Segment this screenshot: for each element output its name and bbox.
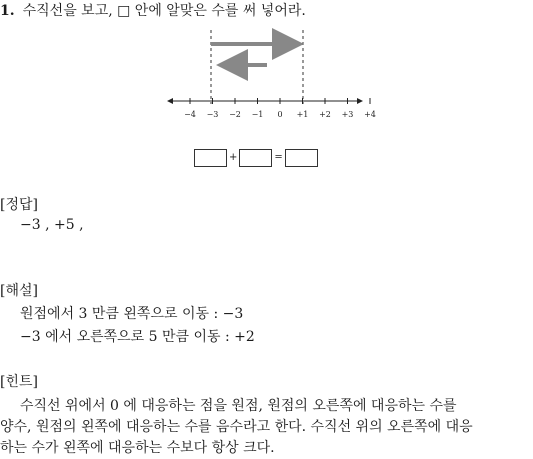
tick-label: 0 [277, 110, 283, 119]
answer-box-2[interactable] [239, 149, 272, 167]
tick-label: +3 [341, 110, 354, 119]
number-line-figure [0, 0, 533, 170]
hint-line-3: 하는 수가 왼쪽에 대응하는 수보다 항상 크다. [0, 440, 275, 456]
answer-text: −3 , +5 , [20, 217, 84, 233]
tick-label: −2 [229, 110, 241, 119]
hint-line-1: 수직선 위에서 0 에 대응하는 점을 원점, 원점의 오른쪽에 대응하는 수를 [20, 398, 457, 414]
answer-header: [정답] [0, 197, 38, 213]
explanation-line-2: −3 에서 오른쪽으로 5 만큼 이동 : +2 [20, 329, 255, 345]
question-number: 1. [0, 3, 15, 19]
hint-body [0, 396, 533, 459]
hint-header: [힌트] [0, 374, 38, 390]
tick-label: +4 [364, 110, 376, 119]
answer-box-1[interactable] [194, 149, 227, 167]
equals-sign: = [274, 152, 283, 163]
plus-sign: + [229, 152, 238, 163]
equation [194, 147, 318, 167]
tick-label: +2 [319, 110, 331, 119]
tick-label: −3 [206, 110, 219, 119]
hint-line-2: 양수, 원점의 왼쪽에 대응하는 수를 음수라고 한다. 수직선 위의 오른쪽에 대응 [0, 419, 473, 435]
explanation-line-1: 원점에서 3 만큼 왼쪽으로 이동 : −3 [20, 306, 244, 322]
explanation-header: [해설] [0, 283, 38, 299]
tick-labels [184, 110, 376, 119]
tick-label: +1 [296, 110, 309, 119]
tick-label: −1 [251, 110, 264, 119]
question-text: 수직선을 보고, □ 안에 알맞은 수를 써 넣어라. [22, 3, 306, 19]
answer-box-3[interactable] [285, 149, 318, 167]
tick-label: −4 [184, 110, 196, 119]
